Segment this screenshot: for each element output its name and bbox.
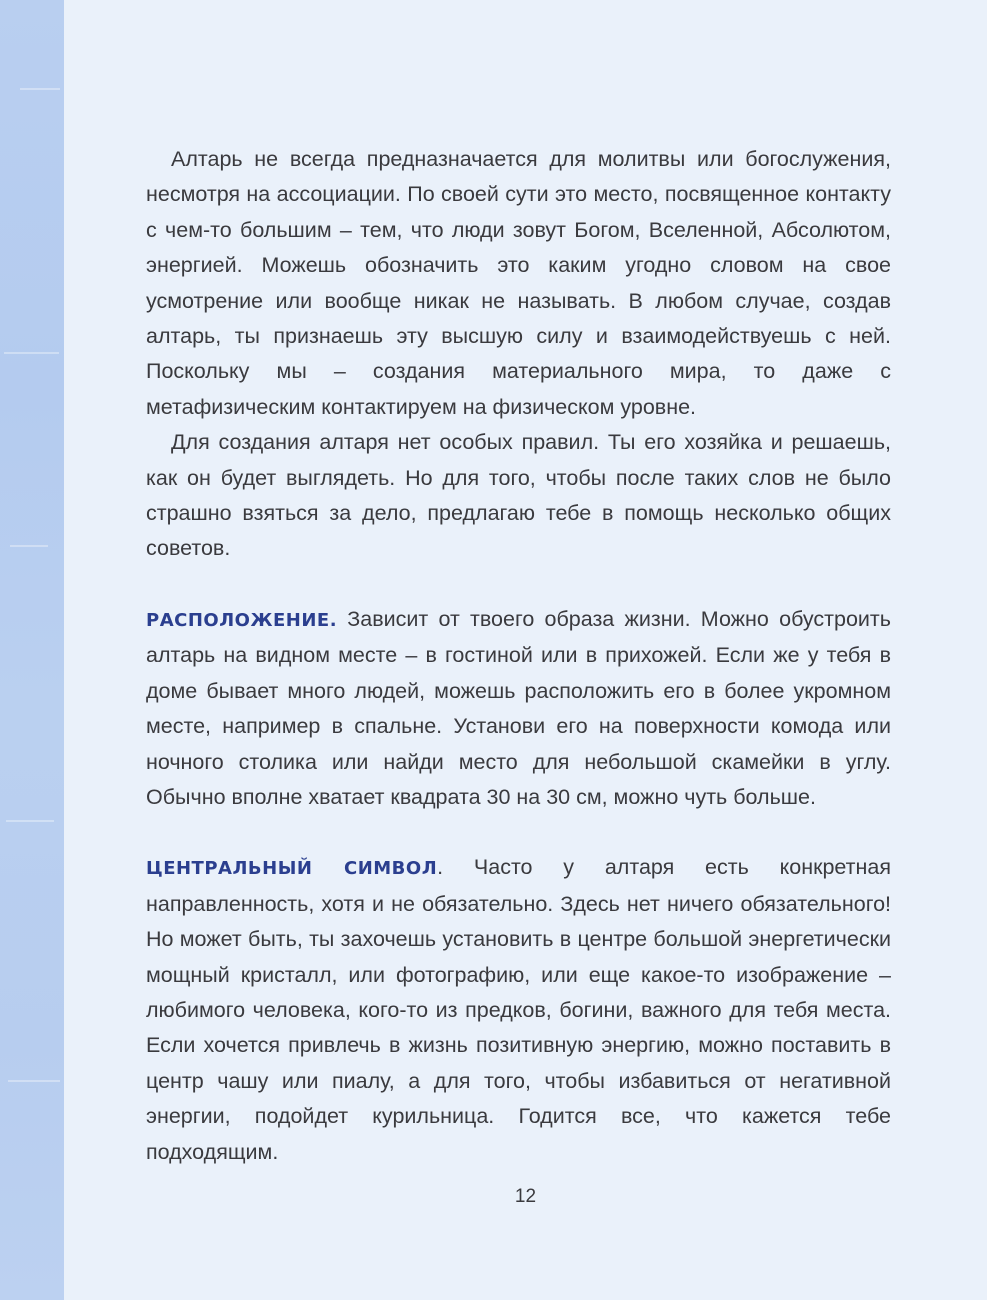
- section-body-central-symbol: . Часто у алтаря есть конкретная направленность, хотя и не обязательно. Здесь нет ничего обязательного! Но может быть, ты захочешь установить в центре большой энергетически мощный кристалл, или фотографию, или еще какое-то изображение – любимого человека, кого-то из предков, богини, важного для тебя места. Если хочется привлечь в жизнь позитивную энергию, можно поставить в центр чашу или пиалу, а для того, чтобы избавиться от негативной энергии, подойдет курильница. Годится все, что кажется тебе подходящим.: [146, 855, 891, 1164]
- section-heading-central-symbol: ЦЕНТРАЛЬНЫЙ СИМВОЛ: [146, 858, 438, 880]
- paragraph-altar-meaning: Алтарь не всегда предназначается для молитвы или богослужения, несмотря на ассоциации. По своей сути это место, посвященное контакту с чем-то большим – тем, что люди зовут Богом, Вселенной, Абсолютом, энергией. Можешь обозначить это каким угодно словом на свое усмотрение или вообще никак не называть. В любом случае, создав алтарь, ты признаешь эту высшую силу и взаимодействуешь с ней. Поскольку мы – создания материального мира, то даже с метафизическим контактируем на физическом уровне.: [146, 147, 891, 419]
- section-heading-location: РАСПОЛОЖЕНИЕ.: [146, 609, 338, 631]
- decorative-side-band: [0, 0, 64, 1300]
- paragraph-altar-rules: Для создания алтаря нет особых правил. Ты его хозяйка и решаешь, как он будет выглядеть. Но для того, чтобы после таких слов не было страшно взяться за дело, предлагаю тебе в помощь несколько общих советов.: [146, 430, 891, 561]
- section-central-symbol: [146, 850, 891, 1170]
- section-body-location: Зависит от твоего образа жизни. Можно обустроить алтарь на видном месте – в гостиной или в прихожей. Если же у тебя в доме бывает много людей, можешь расположить его в более укромном месте, например в спальне. Установи его на поверхности комода или ночного столика или найди место для небольшой скамейки в углу. Обычно вполне хватает квадрата 30 на 30 см, можно чуть больше.: [146, 606, 891, 809]
- page-number: 12: [514, 1186, 537, 1207]
- section-location: [146, 602, 891, 815]
- page-text-block: [146, 142, 891, 1170]
